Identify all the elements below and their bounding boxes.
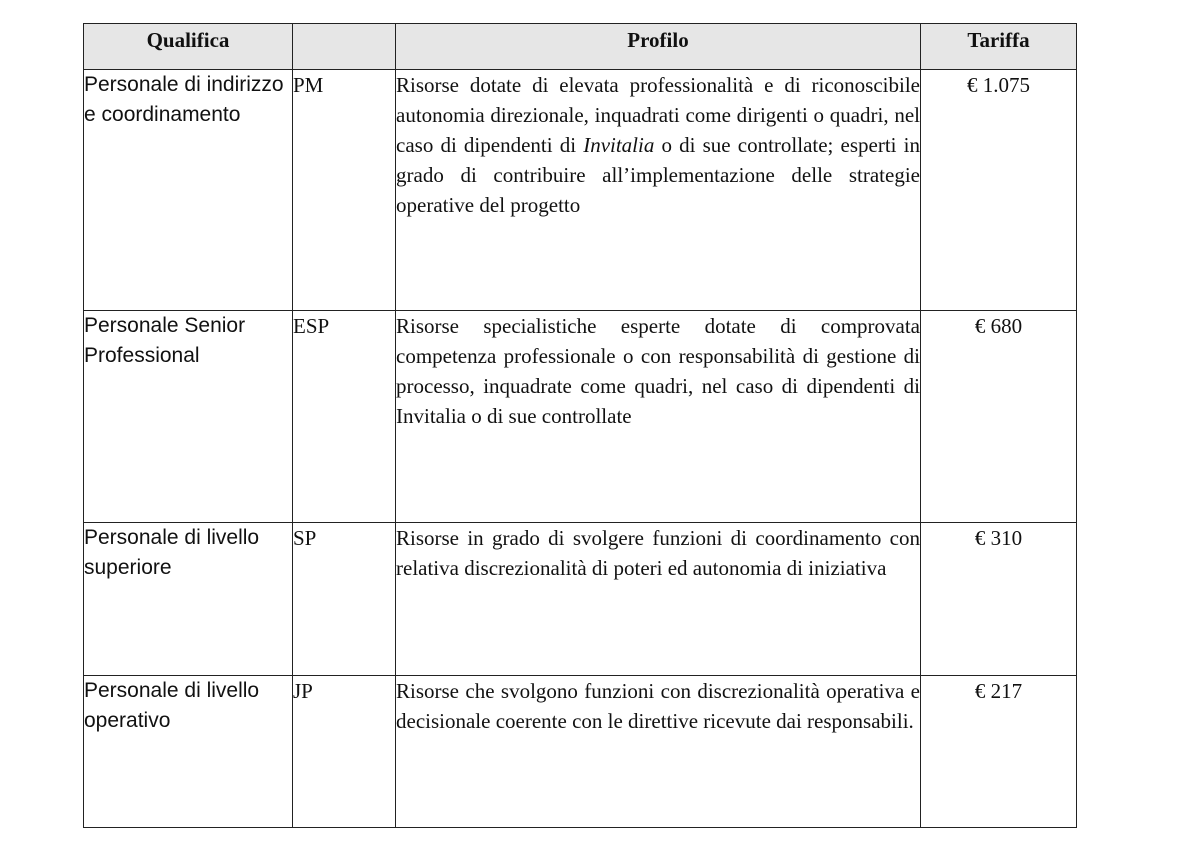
profile-italic-text: Invitalia: [583, 133, 655, 157]
table-row: [84, 676, 1077, 828]
rates-table: [83, 23, 1077, 828]
code-cell: ESP: [293, 311, 396, 523]
qualifica-cell: Personale di livello operativo: [84, 676, 293, 828]
table-body: [84, 70, 1077, 828]
rate-cell: € 310: [921, 523, 1077, 676]
qualifica-cell: Personale di indirizzo e coordinamento: [84, 70, 293, 311]
header-codice: [293, 24, 396, 70]
profile-text: Risorse dotate di elevata professionalità e di riconoscibile autonomia direzionale, inquadrati come dirigenti o quadri, nel caso di dipendenti di: [396, 73, 920, 157]
header-qualifica: Qualifica: [84, 24, 293, 70]
qualifica-cell: Personale di livello superiore: [84, 523, 293, 676]
table-row: [84, 311, 1077, 523]
rate-cell: € 217: [921, 676, 1077, 828]
table-row: [84, 70, 1077, 311]
profile-cell: Risorse specialistiche esperte dotate di comprovata competenza professionale o con responsabilità di gestione di processo, inquadrate come quadri, nel caso di dipendenti di Invitalia o di sue controllate: [396, 311, 921, 523]
rate-cell: € 680: [921, 311, 1077, 523]
code-cell: SP: [293, 523, 396, 676]
profile-cell: [396, 70, 921, 311]
header-profilo: Profilo: [396, 24, 921, 70]
code-cell: JP: [293, 676, 396, 828]
qualifica-cell: Personale Senior Professional: [84, 311, 293, 523]
profile-cell: Risorse in grado di svolgere funzioni di coordinamento con relativa discrezionalità di poteri ed autonomia di iniziativa: [396, 523, 921, 676]
table-row: [84, 523, 1077, 676]
table-header: [84, 24, 1077, 70]
rate-cell: € 1.075: [921, 70, 1077, 311]
profile-text: o di sue controllate; esperti in grado di contribuire all’implementazione delle strategie operative del progetto: [396, 133, 920, 217]
header-tariffa: Tariffa: [921, 24, 1077, 70]
code-cell: PM: [293, 70, 396, 311]
profile-cell: Risorse che svolgono funzioni con discrezionalità operativa e decisionale coerente con le direttive ricevute dai responsabili.: [396, 676, 921, 828]
header-row: [84, 24, 1077, 70]
